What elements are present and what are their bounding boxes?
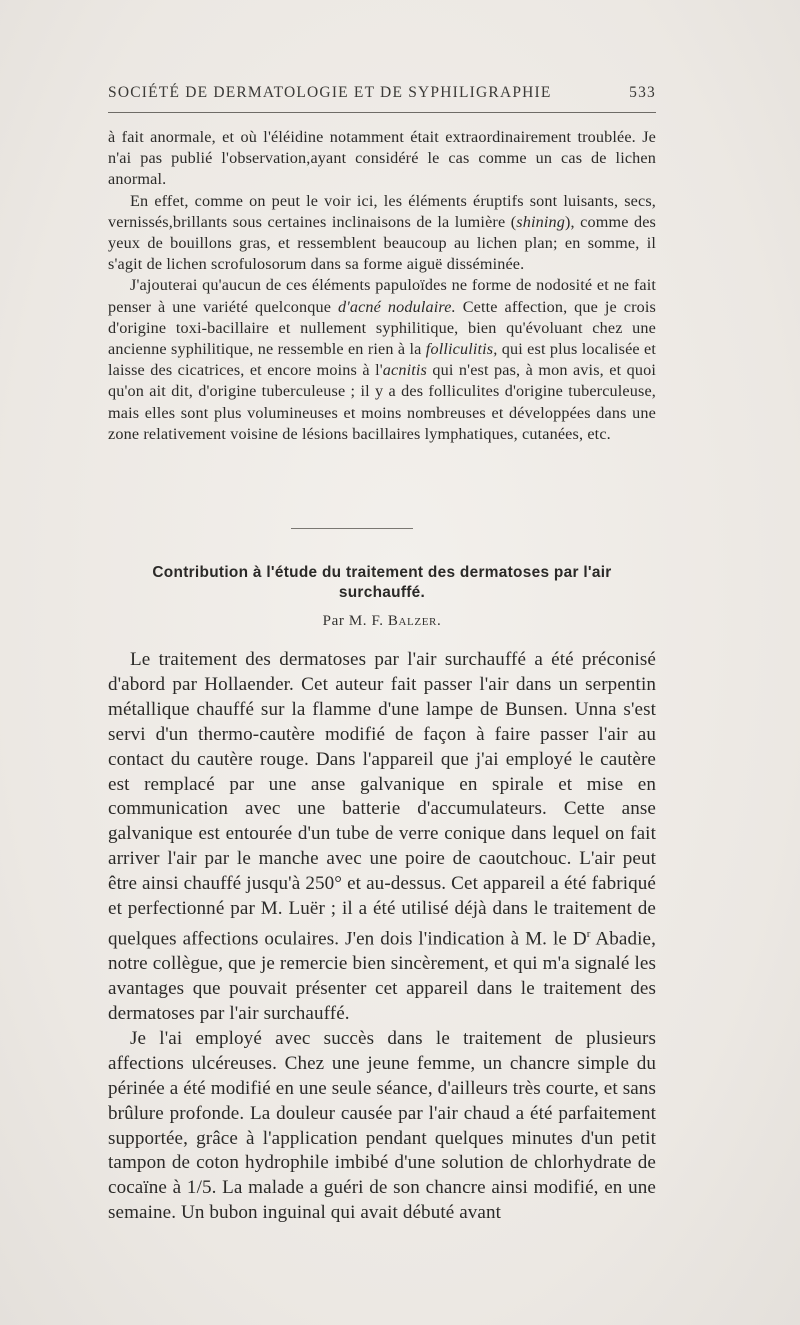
italic-term: acnitis — [382, 361, 427, 380]
text-span: qui n'est pas, à mon avis, et quoi qu'on ait dit, d'origine tuberculeuse ; il y a des folliculites d'origine tuberculeuse, mais elles sont plus volumineuses et moins nombreuses et développées dans une zone relativement voisine de lésions bacillaires lymphatiques, cutanées, etc. — [108, 361, 656, 443]
article-author — [108, 613, 656, 630]
article-body — [108, 648, 656, 1226]
paragraph — [108, 648, 656, 1027]
paragraph: Je l'ai employé avec succès dans le traitement de plusieurs affections ulcéreuses. Chez une jeune femme, un chancre simple du périnée a été modifié en une seule séance, d'ailleurs très courte, et sans brûlure profonde. La douleur causée par l'air chaud a été parfaitement supportée, grâce à l'application pendant quelques minutes d'un petit tampon de coton hydrophile imbibé d'une solution de chlorhydrate de cocaïne à 1/5. La malade a guéri de son chancre ainsi modifié, en une semaine. Un bubon inguinal qui avait débuté avant — [108, 1027, 656, 1224]
text-span: Le traitement des dermatoses par l'air surchauffé a été préconisé d'abord par Hollaender. Cet auteur fait passer l'air dans un serpentin métallique chauffé sur la flamme d'une lampe de Bunsen. Unna s'est servi d'un thermo-cautère modifié de façon à faire passer l'air au contact du cautère rouge. Dans l'appareil que j'ai employé le cautère est remplacé par une anse galvanique en spirale et mise en communication avec une batterie d'accumulateurs. Cette anse galvanique est entourée d'un tube de verre conique dans lequel on fait arriver l'air par le manche avec une poire de caoutchouc. L'air peut être ainsi chauffé jusqu'à 250° et au-dessus. Cet appareil a été fabriqué et perfectionné par M. Luër ; il a été utilisé déjà dans le traitement de quelques affections oculaires. J'en dois l'indication à M. le D — [108, 649, 656, 950]
italic-term: shining — [516, 212, 565, 231]
text-span: Cette affection, que je crois d'origine toxi-bacillaire et nullement syphilitique, bien qu'évoluant chez une ancienne syphilitique, ne ressemble en rien à la — [108, 297, 656, 359]
italic-term: folliculitis, — [425, 340, 498, 359]
text-span: En effet, comme on peut le voir ici, les éléments éruptifs sont luisants, secs, vernissés,brillants sous certaines inclinaisons de la lumière ( — [108, 191, 656, 231]
author-prefix: Par M. F. — [322, 613, 388, 629]
running-header — [108, 84, 656, 102]
italic-term: d'acné nodulaire. — [337, 297, 456, 316]
paragraph — [108, 275, 656, 445]
paragraph: à fait anormale, et où l'éléidine notamment était extraordinairement troublée. Je n'ai pas publié l'observation,ayant considéré le cas comme un cas de lichen anormal. — [108, 128, 656, 189]
previous-article-text — [108, 127, 656, 445]
section-separator — [291, 528, 413, 529]
text-span: Abadie, notre collègue, que je remercie bien sincèrement, et qui m'a signalé les avantages que pouvait présenter cet appareil dans le traitement des dermatoses par l'air surchauffé. — [108, 928, 656, 1025]
text-span: ), comme des yeux de bouillons gras, et ressemblent beaucoup au lichen plan; en somme, il s'agit de lichen scrofulosorum dans sa forme aiguë disséminée. — [108, 212, 656, 274]
text-span: qui est plus localisée et laisse des cicatrices, et encore moins à l' — [108, 340, 657, 380]
text-span: J'ajouterai qu'aucun de ces éléments papuloïdes ne forme de nodosité et ne fait penser à une variété quelconque — [108, 276, 656, 316]
superscript: r — [586, 927, 591, 940]
header-rule — [108, 112, 656, 113]
paragraph — [108, 191, 656, 276]
article-title: Contribution à l'étude du traitement des dermatoses par l'air surchauffé. — [152, 564, 612, 601]
page-number: 533 — [629, 84, 656, 101]
running-title: SOCIÉTÉ DE DERMATOLOGIE ET DE SYPHILIGRAPHIE — [108, 84, 552, 101]
author-name: Balzer. — [387, 613, 442, 629]
